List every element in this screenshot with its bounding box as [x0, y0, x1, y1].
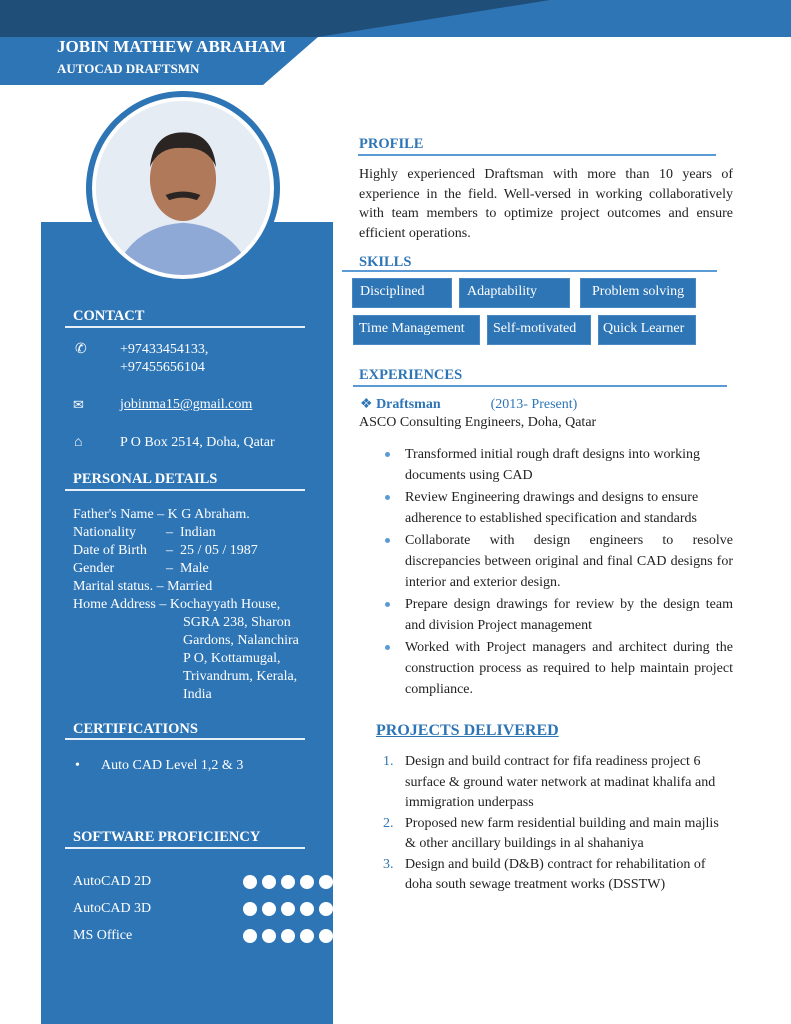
skill-chip: Problem solving — [580, 278, 696, 308]
list-item: Collaborate with design engineers to resolve discrepancies between original and final CAD designs for interior and exterior design. — [359, 530, 733, 593]
proficiency-dot — [300, 929, 314, 943]
divider — [342, 270, 717, 272]
software-heading: SOFTWARE PROFICIENCY — [73, 829, 261, 845]
home-icon: ⌂ — [74, 435, 83, 450]
proficiency-dot — [319, 875, 333, 889]
divider — [358, 154, 716, 156]
divider — [65, 847, 305, 849]
proficiency-dot — [281, 929, 295, 943]
experiences-heading: EXPERIENCES — [359, 367, 463, 383]
proficiency-dot — [300, 875, 314, 889]
skill-chip: Disciplined — [352, 278, 452, 308]
personal-row: Marital status. – Married — [73, 579, 213, 594]
phone-icon: ✆ — [75, 342, 87, 357]
proficiency-dot — [281, 875, 295, 889]
software-row: AutoCAD 2D — [73, 873, 323, 893]
proficiency-dot — [338, 929, 352, 943]
personal-row: Home Address – Kochayyath House, — [73, 597, 281, 612]
proficiency-dot — [319, 902, 333, 916]
proficiency-dot — [338, 875, 352, 889]
divider — [353, 385, 727, 387]
proficiency-dot — [243, 902, 257, 916]
personal-row: Nationality – Indian — [73, 525, 216, 540]
proficiency-dot — [338, 902, 352, 916]
contact-heading: CONTACT — [73, 308, 145, 324]
proficiency-dot — [243, 929, 257, 943]
experience-title: ❖ Draftsman (2013- Present) — [360, 397, 578, 412]
divider — [65, 738, 305, 740]
proficiency-dot — [243, 875, 257, 889]
phone-number: +97455656104 — [120, 360, 205, 375]
projects-list — [359, 752, 729, 896]
personal-details-heading: PERSONAL DETAILS — [73, 471, 218, 487]
certification-item: Auto CAD Level 1,2 & 3 — [101, 758, 244, 773]
diamond-bullet-icon: ❖ — [360, 397, 373, 412]
skill-chip: Self-motivated — [487, 315, 591, 345]
bullet-icon: • — [75, 758, 80, 773]
skills-heading: SKILLS — [359, 254, 412, 270]
profile-heading: PROFILE — [359, 136, 424, 152]
projects-heading: PROJECTS DELIVERED — [376, 722, 559, 739]
list-item: 3. Design and build (D&B) contract for rehabilitation of doha south sewage treatment works (DSSTW) — [383, 856, 706, 892]
list-item: Transformed initial rough draft designs into working documents using CAD — [359, 444, 733, 486]
divider — [65, 326, 305, 328]
experience-bullets — [359, 444, 733, 701]
phone-number: +97433454133, — [120, 342, 209, 357]
personal-row: Father's Name – K G Abraham. — [73, 507, 250, 522]
job-title: AUTOCAD DRAFTSMN — [57, 61, 200, 76]
proficiency-dot — [262, 875, 276, 889]
certifications-heading: CERTIFICATIONS — [73, 721, 198, 737]
email-icon: ✉ — [73, 397, 84, 412]
personal-row: Date of Birth – 25 / 05 / 1987 — [73, 543, 258, 558]
list-item: 1. Design and build contract for fifa readiness project 6 surface & ground water network at madinat khalifa and immigration underpass — [383, 754, 716, 810]
personal-details: Father's Name – K G Abraham. Nationality – Indian Date of Birth – 25 / 05 / 1987 Gender – Male Marital status. – Married Home Address – Kochayyath House, SGRA 238, Sharon Gardons, Nalanchira P O, Kottamugal, Trivandrum, Kerala, India — [73, 506, 323, 704]
list-item: 2. Proposed new farm residential building and main majlis & other ancillary buildings in al shahaniya — [383, 815, 719, 851]
skill-chip: Adaptability — [459, 278, 570, 308]
list-item: Prepare design drawings for review by the design team and division Project management — [359, 594, 733, 636]
skill-chip: Quick Learner — [598, 315, 696, 345]
profile-photo — [86, 91, 280, 285]
email-link[interactable]: jobinma15@gmail.com — [120, 397, 253, 412]
software-row: MS Office — [73, 927, 323, 947]
divider — [65, 489, 305, 491]
proficiency-dot — [281, 902, 295, 916]
company: ASCO Consulting Engineers, Doha, Qatar — [359, 415, 597, 430]
proficiency-dot — [319, 929, 333, 943]
list-item: Review Engineering drawings and designs to ensure adherence to established specification and standards — [359, 487, 733, 529]
proficiency-dot — [262, 929, 276, 943]
candidate-name: JOBIN MATHEW ABRAHAM — [57, 37, 286, 56]
proficiency-dot — [262, 902, 276, 916]
proficiency-dot — [300, 902, 314, 916]
profile-text: Highly experienced Draftsman with more than 10 years of experience in the field. Well-versed in working collaboratively with team members to optimize project outcomes and ensure efficient operations. — [359, 167, 733, 241]
skill-chip: Time Management — [353, 315, 480, 345]
software-row: AutoCAD 3D — [73, 900, 323, 920]
list-item: Worked with Project managers and architect during the construction process as required to help maintain project compliance. — [359, 637, 733, 700]
personal-row: Gender – Male — [73, 561, 209, 576]
address: P O Box 2514, Doha, Qatar — [120, 435, 275, 450]
